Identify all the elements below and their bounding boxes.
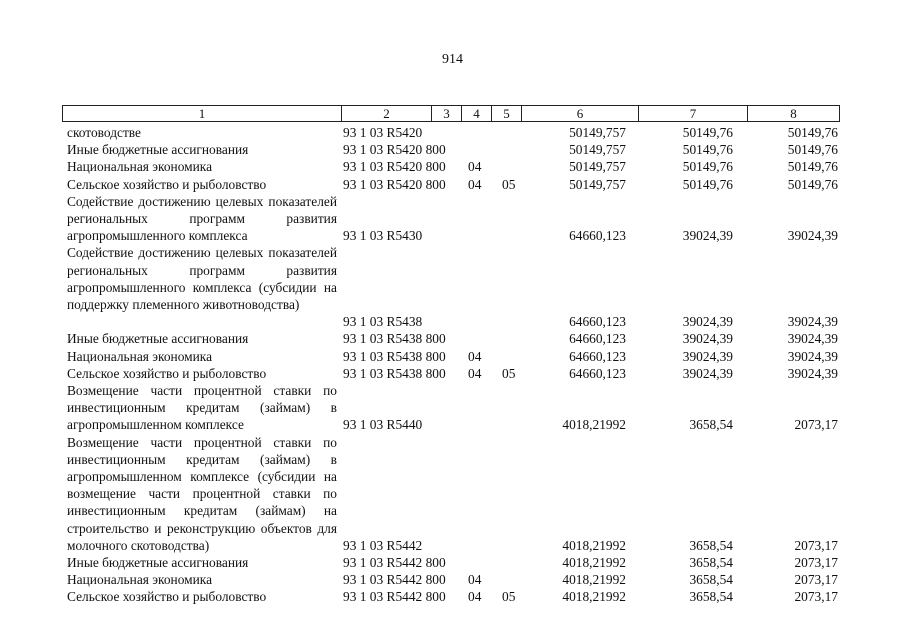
row-code: 93 1 03 R5440 <box>343 417 423 433</box>
row-section: 04 <box>468 365 482 381</box>
row-code: 93 1 03 R5442 <box>343 537 423 553</box>
row-value-col7: 39024,39 <box>682 314 733 330</box>
row-value-col7: 3658,54 <box>689 537 733 553</box>
row-code: 93 1 03 R5420 800 <box>343 159 446 175</box>
row-name: Возмещение части процентной ставки по инвестиционным кредитам (займам) в агропромышленном комплексе <box>67 383 337 433</box>
table-row <box>0 382 905 434</box>
table-row <box>0 176 905 193</box>
row-value-col6: 50149,757 <box>569 142 626 158</box>
table-row <box>0 330 905 347</box>
row-value-col7: 50149,76 <box>682 124 733 140</box>
row-value-col6: 4018,21992 <box>562 589 626 605</box>
row-value-col6: 64660,123 <box>569 348 626 364</box>
table-row <box>0 571 905 588</box>
row-value-col6: 64660,123 <box>569 314 626 330</box>
table-row <box>0 244 905 330</box>
row-value-col7: 3658,54 <box>689 572 733 588</box>
table-row <box>0 434 905 554</box>
table-row <box>0 193 905 245</box>
row-code: 93 1 03 R5420 <box>343 124 423 140</box>
row-value-col8: 2073,17 <box>794 417 838 433</box>
header-col-8: 8 <box>790 106 797 121</box>
row-code: 93 1 03 R5438 <box>343 314 423 330</box>
header-col-2: 2 <box>342 106 432 121</box>
row-value-col6: 50149,757 <box>569 124 626 140</box>
row-value-col7: 39024,39 <box>682 348 733 364</box>
table-row <box>0 365 905 382</box>
row-value-col8: 2073,17 <box>794 589 838 605</box>
row-value-col6: 50149,757 <box>569 159 626 175</box>
row-code: 93 1 03 R5420 800 <box>343 142 446 158</box>
row-name: Содействие достижению целевых показателей региональных программ развития агропромышленного комплекса (субсидии на поддержку племенного животноводства) <box>67 245 337 312</box>
row-section: 04 <box>468 176 482 192</box>
row-value-col8: 39024,39 <box>787 365 838 381</box>
row-value-col7: 50149,76 <box>682 159 733 175</box>
row-value-col7: 39024,39 <box>682 331 733 347</box>
row-value-col8: 50149,76 <box>787 142 838 158</box>
row-section: 04 <box>468 159 482 175</box>
row-code: 93 1 03 R5438 800 <box>343 348 446 364</box>
row-code: 93 1 03 R5438 800 <box>343 365 446 381</box>
row-subsection: 05 <box>502 589 516 605</box>
row-code: 93 1 03 R5430 <box>343 228 423 244</box>
row-value-col8: 2073,17 <box>794 537 838 553</box>
table-row <box>0 124 905 141</box>
row-section: 04 <box>468 572 482 588</box>
row-value-col6: 64660,123 <box>569 331 626 347</box>
table-row <box>0 158 905 175</box>
row-name: Национальная экономика <box>67 159 213 175</box>
row-value-col8: 2073,17 <box>794 572 838 588</box>
row-code: 93 1 03 R5442 800 <box>343 554 446 570</box>
row-section: 04 <box>468 348 482 364</box>
row-name: Возмещение части процентной ставки по инвестиционным кредитам (займам) в агропромышленном комплексе (субсидии на возмещение части процентной ставки по инвестиционным кредитам (займам) на строительство и реконструкцию объектов для молочного скотоводства) <box>67 434 337 553</box>
header-col-4: 4 <box>462 106 492 121</box>
row-value-col8: 2073,17 <box>794 554 838 570</box>
row-code: 93 1 03 R5420 800 <box>343 176 446 192</box>
row-name: Сельское хозяйство и рыболовство <box>67 176 267 192</box>
row-value-col6: 4018,21992 <box>562 537 626 553</box>
row-value-col7: 50149,76 <box>682 142 733 158</box>
table-header <box>62 105 840 122</box>
table-row <box>0 348 905 365</box>
row-value-col7: 39024,39 <box>682 228 733 244</box>
row-value-col7: 39024,39 <box>682 365 733 381</box>
header-col-1: 1 <box>63 106 342 121</box>
row-value-col6: 4018,21992 <box>562 554 626 570</box>
page-number: 914 <box>442 52 463 67</box>
row-name: Иные бюджетные ассигнования <box>67 555 249 570</box>
header-col-3: 3 <box>432 106 462 121</box>
row-subsection: 05 <box>502 176 516 192</box>
row-value-col8: 50149,76 <box>787 159 838 175</box>
row-name: Иные бюджетные ассигнования <box>67 142 249 158</box>
row-name: Сельское хозяйство и рыболовство <box>67 589 267 605</box>
row-value-col7: 3658,54 <box>689 554 733 570</box>
header-col-7: 7 <box>639 106 748 121</box>
row-value-col8: 50149,76 <box>787 176 838 192</box>
row-value-col7: 3658,54 <box>689 589 733 605</box>
row-name: Сельское хозяйство и рыболовство <box>67 365 267 381</box>
row-name: Национальная экономика <box>67 572 213 588</box>
row-value-col6: 4018,21992 <box>562 572 626 588</box>
row-value-col8: 39024,39 <box>787 314 838 330</box>
row-value-col6: 50149,757 <box>569 176 626 192</box>
row-value-col6: 64660,123 <box>569 228 626 244</box>
row-value-col8: 39024,39 <box>787 348 838 364</box>
row-code: 93 1 03 R5438 800 <box>343 331 446 347</box>
row-name: Национальная экономика <box>67 348 213 364</box>
row-value-col7: 50149,76 <box>682 176 733 192</box>
row-subsection: 05 <box>502 365 516 381</box>
header-col-6: 6 <box>522 106 639 121</box>
row-value-col7: 3658,54 <box>689 417 733 433</box>
row-value-col6: 64660,123 <box>569 365 626 381</box>
row-name: Иные бюджетные ассигнования <box>67 331 249 347</box>
row-code: 93 1 03 R5442 800 <box>343 589 446 605</box>
table-row <box>0 588 905 605</box>
table-row <box>0 141 905 158</box>
row-code: 93 1 03 R5442 800 <box>343 572 446 588</box>
row-value-col6: 4018,21992 <box>562 417 626 433</box>
row-section: 04 <box>468 589 482 605</box>
row-value-col8: 50149,76 <box>787 124 838 140</box>
row-value-col8: 39024,39 <box>787 331 838 347</box>
header-col-5: 5 <box>492 106 522 121</box>
row-name: скотоводстве <box>67 125 141 140</box>
row-value-col8: 39024,39 <box>787 228 838 244</box>
table-row <box>0 554 905 571</box>
row-name: Содействие достижению целевых показателей региональных программ развития агропромышленного комплекса <box>67 193 337 244</box>
